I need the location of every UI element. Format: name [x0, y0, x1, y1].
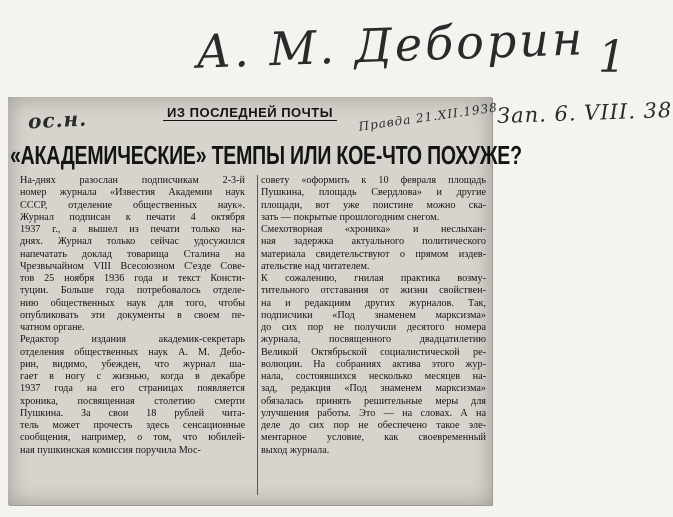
headline: «АКАДЕМИЧЕСКИЕ» ТЕМПЫ ИЛИ КОЕ-ЧТО ПОХУЖЕ? [10, 141, 522, 171]
text-line: СССР, отделение общественных наук». [20, 199, 245, 211]
handwritten-name: А. М. Деборин [195, 11, 587, 79]
text-line: хроника, посвященная столетию смерти [20, 395, 245, 407]
handwritten-source-note: Правда 21.XII.1938 [357, 100, 499, 134]
text-line: 1937 г., а вышел из печати только на- [20, 224, 245, 235]
text-line: до сих пор не получили десятого номера [261, 322, 486, 333]
text-line: выход журнала. [261, 444, 330, 456]
text-line: деле до сих пор не обеспечено такое эле- [261, 420, 486, 431]
handwritten-note-zap: Зап. 6. VIII. 38 [496, 97, 673, 129]
text-line: ная задержка актуального политического [261, 236, 486, 248]
text-line: на и редакциям других журналов. Так, [261, 297, 486, 309]
text-line: совету «оформить к 10 февраля площадь [261, 175, 486, 186]
text-line: тель может прочесть здесь сенсационные [20, 420, 245, 431]
text-line: Смехотворная «хроника» и неслыхан- [261, 224, 486, 235]
text-line: волюции. На собраниях актива этого жур- [261, 358, 486, 370]
handwritten-corner-mark: ос.н. [27, 106, 88, 134]
right-column [261, 175, 486, 457]
text-line: тительного отставания от жизни свойствен- [261, 285, 486, 297]
article-body [20, 175, 486, 457]
text-line: Чрезвычайном VIII Всесоюзном С'езде Сове- [20, 260, 245, 272]
text-line: ная пушкинская комиссия поручила Мос- [20, 444, 201, 456]
text-line: чатном органе. [20, 322, 85, 333]
text-line: Журнал подписан к печати 4 октября [20, 211, 245, 223]
text-line: зать — покрытые прошлогодним снегом. [261, 211, 440, 223]
text-line: туции. Больше года потребовалось отделе- [20, 285, 245, 297]
text-line: гает в ногу с жизнью, когда в декабре [20, 371, 245, 382]
text-line: днях. Журнал только сейчас удосужился [20, 236, 245, 248]
text-line: сообщения, например, о том, что юбилей- [20, 432, 245, 444]
newspaper-clipping [8, 97, 522, 505]
text-line: рин, видимо, убежден, что журнал ша- [20, 358, 245, 370]
text-line: подписчики «Под знаменем марксизма» [261, 309, 486, 321]
text-line: Великой Октябрьской социалистической ре- [261, 346, 486, 358]
text-line: Редактор издания академик-секретарь [20, 334, 245, 346]
text-line: Пушкина. За свои 18 рублей чита- [20, 407, 245, 419]
text-line: напечатать доклад товарища Сталина на [20, 248, 245, 260]
text-line: тов 25 ноября 1936 года и текст Консти- [20, 273, 245, 284]
text-line: журнала, посвященного двадцатилетию [261, 334, 486, 346]
text-line: ментарное условие, как своевременный [261, 432, 486, 444]
text-line: площади, вот уже поистине можно ска- [261, 199, 486, 211]
text-line: нию общественных наук для того, чтобы [20, 297, 245, 309]
rubric: ИЗ ПОСЛЕДНЕЙ ПОЧТЫ [8, 105, 492, 120]
handwritten-number: 1 [598, 32, 627, 83]
text-line: К сожалению, гнилая практика возму- [261, 273, 486, 284]
text-line: зад, редакция «Под знаменем марксизма» [261, 383, 486, 395]
text-line: Пушкина, площадь Свердлова» и другие [261, 187, 486, 199]
text-line: обязалась принять решительные меры для [261, 395, 486, 407]
text-line: улучшения работы. Это — на словах. А на [261, 407, 486, 419]
text-line: материала свидетельствуют о прямом издев- [261, 248, 486, 260]
text-line: опубликовать эти документы в своем пе- [20, 309, 245, 321]
left-column [20, 175, 245, 457]
text-line: нала, состоявшихся несколько месяцев на- [261, 371, 486, 382]
text-line: ательстве над читателем. [261, 260, 370, 272]
text-line: На-днях разослан подписчикам 2-3-й [20, 175, 245, 186]
text-line: отделения общественных наук А. М. Дебо- [20, 346, 245, 358]
text-line: номер журнала «Известия Академии наук [20, 187, 245, 199]
text-line: 1937 года на его страницах появляется [20, 383, 245, 395]
